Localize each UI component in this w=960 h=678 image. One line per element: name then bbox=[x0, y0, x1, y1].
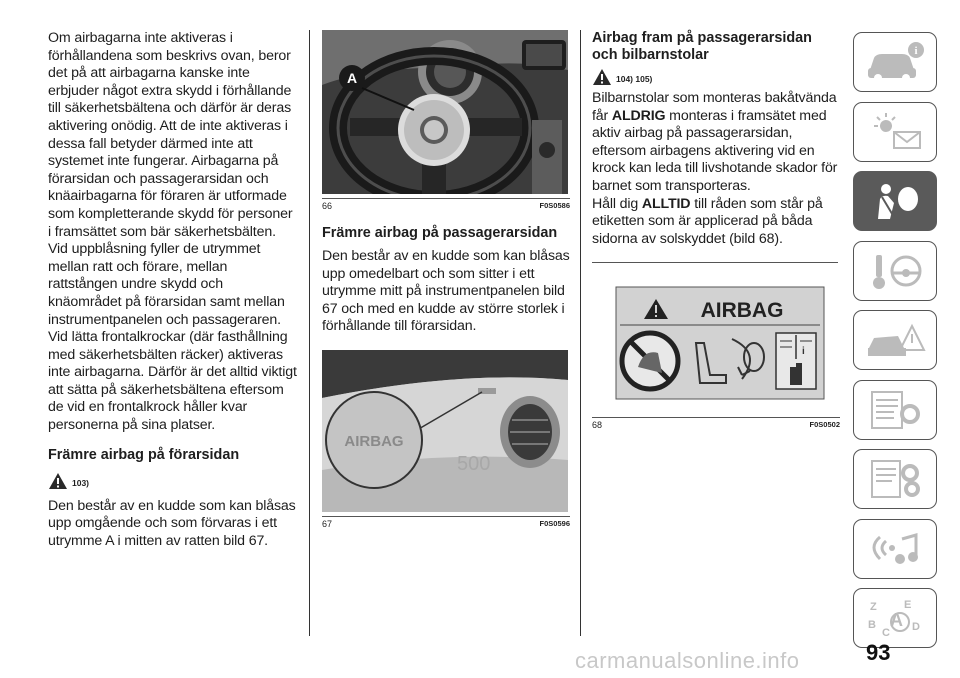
multimedia-icon bbox=[864, 527, 926, 571]
watermark: carmanualsonline.info bbox=[575, 648, 800, 673]
figure-67 bbox=[322, 350, 570, 529]
warning-ref-number: 103) bbox=[72, 477, 90, 488]
page-number: 93 bbox=[866, 640, 891, 665]
column-divider-2 bbox=[580, 30, 581, 636]
tab-multimedia[interactable] bbox=[853, 519, 937, 579]
chapter-tabs bbox=[853, 32, 937, 658]
child-seat-text-c: Håll dig bbox=[592, 195, 642, 212]
figure-66-caption bbox=[322, 198, 570, 211]
airbag-warning-label bbox=[592, 263, 838, 413]
column-divider-1 bbox=[309, 30, 310, 636]
warning-reference-2 bbox=[592, 66, 840, 86]
svg-text:E: E bbox=[904, 599, 912, 611]
dashboard-airbag-photo bbox=[322, 350, 568, 512]
passenger-airbag-paragraph: Den består av en kudde som kan blåsas upp omedelbart och som sitter i ett utrymme mitt på instrumentpanelen bild 67 och med en kudde av större storlek i förhållande till förarsidan. bbox=[322, 248, 570, 335]
index-icon bbox=[864, 596, 926, 640]
heading-child-seats-line1: Airbag fram på passagerarsidan bbox=[592, 30, 812, 46]
figure-67-caption bbox=[322, 516, 570, 529]
warning-triangle-icon bbox=[48, 472, 68, 490]
emergency-icon bbox=[864, 318, 926, 362]
svg-text:C: C bbox=[882, 627, 890, 639]
column-1 bbox=[48, 30, 298, 550]
warning-reference bbox=[48, 470, 298, 490]
figure-67-number: 67 bbox=[322, 518, 333, 529]
heading-child-seats-line2: och bilbarnstolar bbox=[592, 47, 709, 63]
heading-passenger-airbag: Främre airbag på passagerarsidan bbox=[322, 225, 558, 241]
figure-68-caption bbox=[592, 417, 840, 430]
figure-68-code: F0S0502 bbox=[809, 420, 840, 430]
maintenance-icon bbox=[864, 388, 926, 432]
child-seat-text-a: Bilbarnstolar som monteras bakåtvända får bbox=[592, 90, 837, 124]
tab-specs[interactable] bbox=[853, 449, 937, 509]
svg-text:Z: Z bbox=[870, 601, 877, 613]
tab-starting-driving[interactable] bbox=[853, 241, 937, 301]
svg-text:i: i bbox=[914, 45, 918, 57]
child-seat-text-b: monteras i framsätet med aktiv airbag på passagerarsidan, eftersom airbagens aktivering vid en krock kan leda till livshotande skador för barnet som transporteras. bbox=[592, 107, 838, 194]
steering-wheel-photo bbox=[322, 30, 568, 194]
svg-text:D: D bbox=[912, 621, 920, 633]
child-seat-text-d: till råden som står på etiketten som är applicerad på båda sidorna av solskyddet (bild 68). bbox=[592, 195, 823, 247]
tab-index[interactable] bbox=[853, 588, 937, 648]
heading-child-seats bbox=[592, 30, 840, 64]
tab-emergency[interactable] bbox=[853, 310, 937, 370]
child-seat-bold-never: ALDRIG bbox=[611, 107, 666, 124]
tab-maintenance[interactable] bbox=[853, 380, 937, 440]
warning-ref-numbers: 104) 105) bbox=[616, 74, 653, 84]
heading-driver-airbag: Främre airbag på förarsidan bbox=[48, 446, 240, 463]
figure-67-code: F0S0596 bbox=[539, 518, 570, 528]
svg-text:i: i bbox=[802, 346, 805, 358]
column-3 bbox=[592, 30, 840, 430]
intro-paragraph: Om airbagarna inte aktiveras i förhållandena som beskrivs ovan, beror det på att airbagarna kanske inte erbjuder något extra skydd i förhållande till säkerhetsbältena och därför är deras aktivering onödig. Att de inte aktiveras i dessa fall betyder därmed inte att systemet inte fungerar. Airbagarna på förarsidan och passagerarsidan och knäairbagarna för föraren är utformade som kompletterande skydd för personer i framsättet som bär säkerhetsbälten. Vid uppblåsning fyller de utrymmet mellan ratt och förare, mellan rattstången undre skydd och knäområdet på förarsidan samt mellan instrumentpanelen och passageraren. Vid lätta frontalkrockar (där fasthållning med säkerhetsbälten räcker) aktiveras inte airbagarna. Därför är det alltid viktigt att sätta på säkerhetsbältena eftersom de vid en frontalkrock håller kvar personerna på sina platser. bbox=[48, 30, 297, 434]
car-logo: 500 bbox=[457, 452, 491, 475]
driver-airbag-paragraph: Den består av en kudde som kan blåsas upp omgående och som förvaras i ett utrymme A i mitten av ratten bild 67. bbox=[48, 497, 296, 549]
airbag-badge-text: AIRBAG bbox=[344, 432, 404, 450]
tab-safety[interactable] bbox=[853, 171, 937, 231]
tab-car-info[interactable] bbox=[853, 32, 937, 92]
car-info-icon bbox=[864, 40, 926, 84]
figure-68-number: 68 bbox=[592, 420, 603, 431]
child-seat-paragraph-2 bbox=[592, 196, 840, 249]
specs-icon bbox=[864, 457, 926, 501]
callout-label-a: A bbox=[346, 70, 358, 86]
figure-66-number: 66 bbox=[322, 201, 333, 211]
svg-text:B: B bbox=[868, 619, 876, 631]
warning-triangle-icon bbox=[592, 68, 612, 86]
column-2 bbox=[322, 30, 570, 529]
figure-66-code: F0S0586 bbox=[539, 201, 570, 210]
svg-text:A: A bbox=[890, 610, 903, 630]
figure-66 bbox=[322, 30, 570, 211]
figure-68 bbox=[592, 262, 840, 430]
seatbelt-airbag-icon bbox=[864, 179, 926, 223]
child-seat-bold-always: ALLTID bbox=[641, 195, 691, 212]
dashboard-lights-icon bbox=[864, 110, 926, 154]
key-steering-icon bbox=[864, 249, 926, 293]
child-seat-paragraph-1 bbox=[592, 90, 840, 196]
tab-dashboard-lights[interactable] bbox=[853, 102, 937, 162]
label-title: AIRBAG bbox=[700, 299, 784, 323]
